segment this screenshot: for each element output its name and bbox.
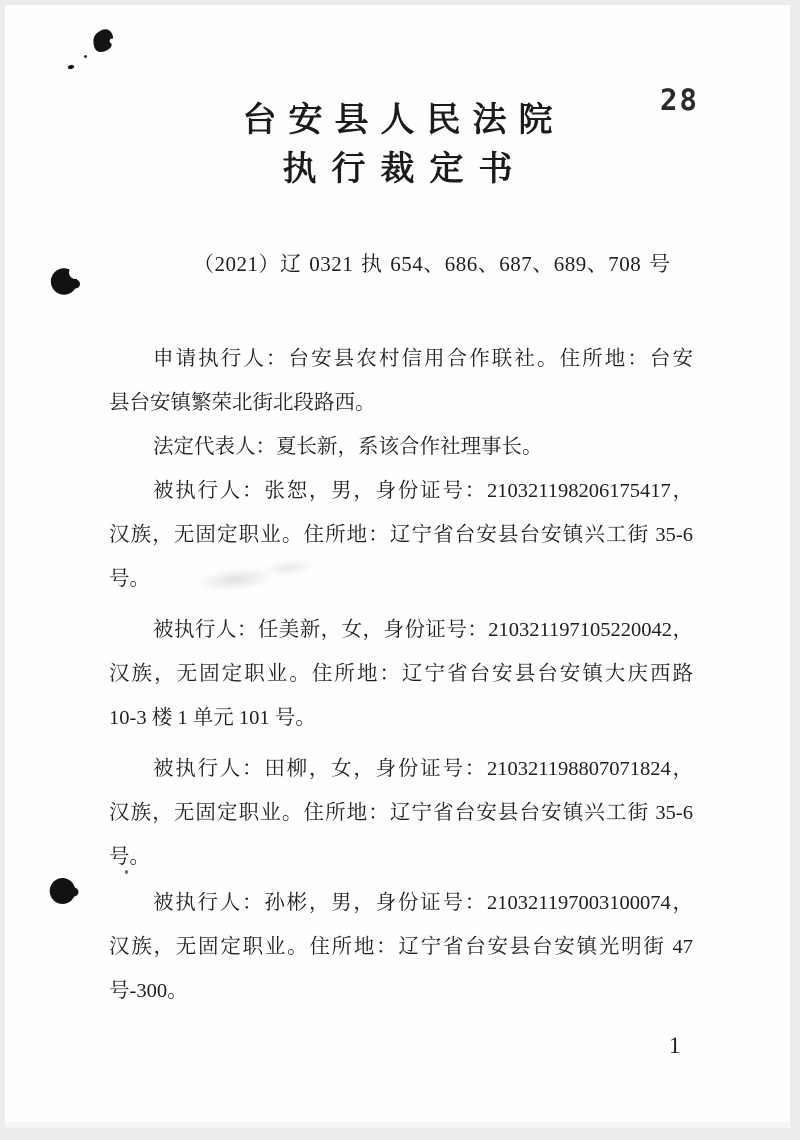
page-number: 1 — [669, 1033, 681, 1058]
scan-edge — [5, 1122, 790, 1128]
body-line: 被执行人：田柳，女，身份证号：210321198807071824， — [153, 758, 693, 780]
document-body — [109, 337, 693, 1013]
document-type: 执行裁定书 — [282, 151, 528, 188]
ink-blot-top — [65, 25, 117, 75]
court-name: 台安县人民法院 — [242, 102, 565, 139]
body-line: 法定代表人：夏长新，系该合作社理事长。 — [153, 436, 543, 458]
body-line: 汉族，无固定职业。住所地：辽宁省台安县台安镇大庆西路 — [109, 663, 693, 685]
ink-blot-middle — [50, 267, 86, 301]
body-line: 汉族，无固定职业。住所地：辽宁省台安县台安镇光明街 47 — [109, 936, 693, 958]
body-line: 申请执行人：台安县农村信用合作联社。住所地：台安 — [153, 348, 693, 370]
body-line: 汉族，无固定职业。住所地：辽宁省台安县台安镇兴工街 35-6 — [109, 802, 693, 824]
body-line: 被执行人：张恕，男，身份证号：210321198206175417， — [153, 480, 693, 502]
document-title-block — [5, 99, 790, 192]
case-number: （2021）辽 0321 执 654、686、687、689、708 号 — [193, 252, 671, 276]
document-page — [5, 5, 790, 1128]
body-line: 被执行人：任美新，女，身份证号：210321197105220042， — [153, 619, 693, 641]
body-line: 被执行人：孙彬，男，身份证号：210321197003100074， — [153, 892, 693, 914]
corner-page-number: 28 — [660, 83, 699, 117]
body-line: 号。 — [109, 568, 150, 590]
body-line: 号。 — [109, 846, 150, 868]
ink-blot-bottom — [49, 877, 83, 907]
body-line: 10-3 楼 1 单元 101 号。 — [109, 707, 316, 729]
body-line: 号-300。 — [109, 980, 188, 1002]
ink-speck — [125, 870, 128, 874]
body-line: 县台安镇繁荣北街北段路西。 — [109, 392, 376, 414]
body-line: 汉族，无固定职业。住所地：辽宁省台安县台安镇兴工街 35-6 — [109, 524, 693, 546]
